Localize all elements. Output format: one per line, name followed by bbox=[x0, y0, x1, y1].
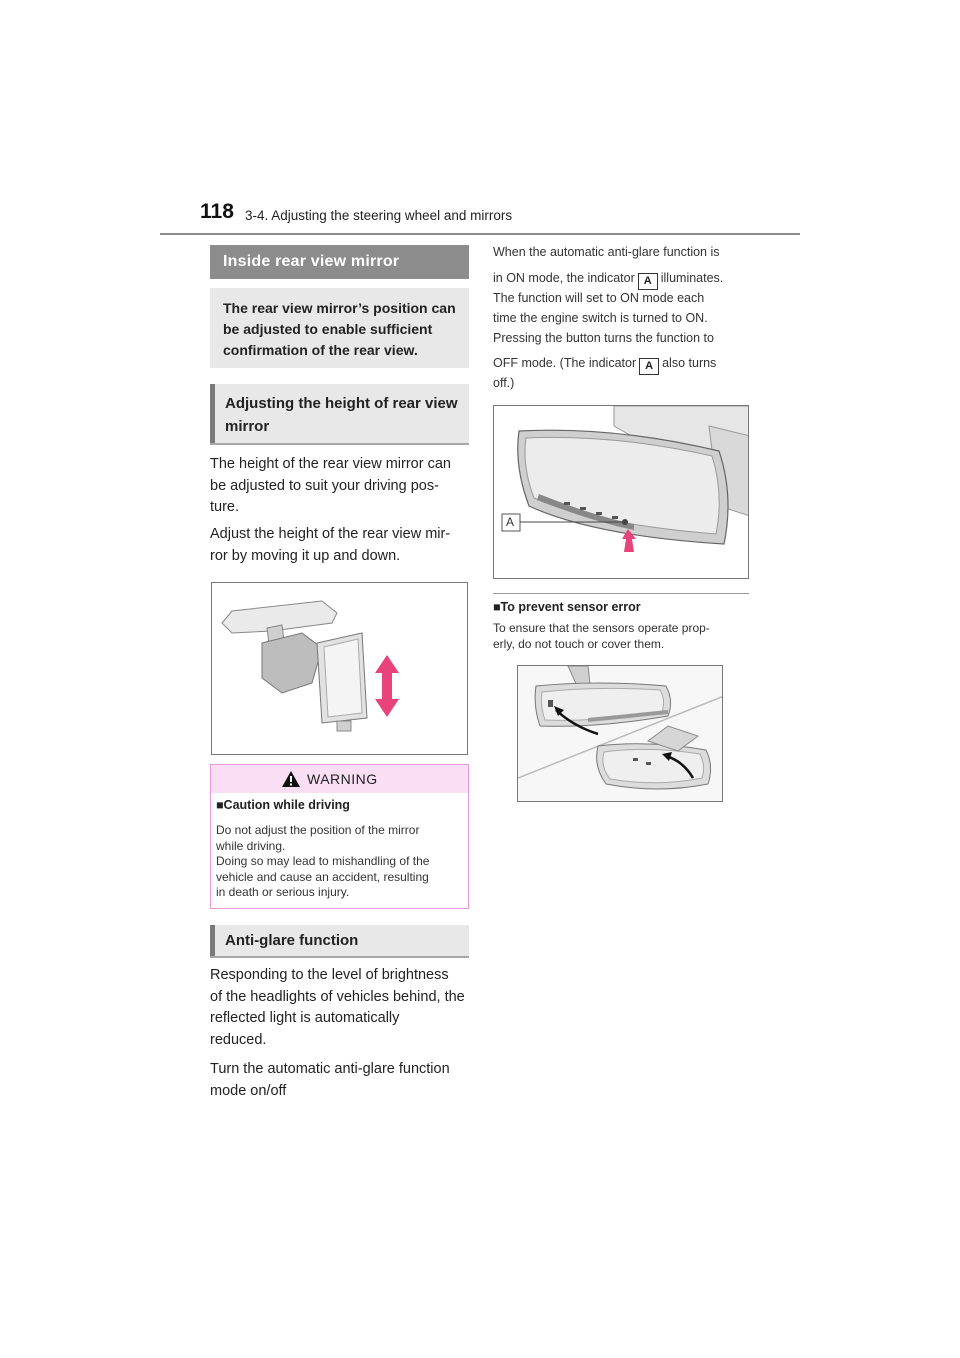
text-line: Doing so may lead to mishandling of the bbox=[216, 854, 430, 868]
indicator-paragraph bbox=[493, 241, 749, 393]
sensor-mirror-illustration bbox=[518, 666, 723, 802]
text-line: Pressing the button turns the function to bbox=[493, 331, 714, 345]
warning-box bbox=[210, 764, 469, 909]
warning-title: WARNING bbox=[307, 771, 378, 787]
antiglare-heading-underline bbox=[210, 956, 469, 958]
text-line: To ensure that the sensors operate prop- bbox=[493, 621, 710, 635]
height-para-1 bbox=[210, 454, 470, 519]
text-line: Adjust the height of the rear view mir- bbox=[210, 526, 451, 542]
text-line: OFF mode. (The indicator A also turns bbox=[493, 352, 749, 375]
antiglare-mirror-illustration bbox=[494, 406, 749, 579]
text-line: mode on/off bbox=[210, 1082, 287, 1099]
main-heading-text: Inside rear view mirror bbox=[223, 253, 400, 270]
mirror-height-illustration bbox=[212, 583, 468, 755]
text-line: When the automatic anti-glare function is bbox=[493, 245, 720, 259]
text-line: be adjusted to suit your driving pos- bbox=[210, 477, 439, 494]
text-line: time the engine switch is turned to ON. bbox=[493, 311, 708, 325]
intro-text: The rear view mirror’s position can be adjusted to enable sufficient confirmation of the rear view. bbox=[223, 300, 456, 358]
indicator-label-box: A bbox=[639, 358, 659, 375]
warning-subheading: ■Caution while driving bbox=[216, 798, 350, 812]
text-line: reflected light is automatically bbox=[210, 1010, 400, 1026]
text-line: Do not adjust the position of the mirror bbox=[216, 823, 420, 837]
antiglare-button-figure bbox=[493, 405, 749, 579]
text-line: of the headlights of vehicles behind, the bbox=[210, 988, 465, 1005]
text-line: while driving. bbox=[216, 838, 286, 853]
warning-triangle-icon bbox=[281, 770, 301, 788]
height-heading-line2: mirror bbox=[225, 418, 270, 435]
figure-callout-a: A bbox=[506, 515, 515, 529]
sensor-figure bbox=[517, 665, 723, 802]
height-heading-underline bbox=[210, 443, 469, 445]
text-line: erly, do not touch or cover them. bbox=[493, 636, 665, 651]
text-line: reduced. bbox=[210, 1031, 267, 1048]
sensor-subheading: ■To prevent sensor error bbox=[493, 600, 641, 614]
text-line: off.) bbox=[493, 376, 515, 390]
text-line: vehicle and cause an accident, resulting bbox=[216, 869, 429, 884]
indicator-label-box: A bbox=[638, 273, 658, 290]
text-line: ror by moving it up and down. bbox=[210, 547, 401, 564]
section-header: 3-4. Adjusting the steering wheel and mirrors bbox=[245, 208, 513, 223]
header-rule bbox=[160, 233, 800, 235]
intro-box bbox=[210, 288, 469, 368]
main-heading bbox=[210, 245, 469, 279]
text-line: The function will set to ON mode each bbox=[493, 291, 705, 305]
text-line: in death or serious injury. bbox=[216, 885, 350, 899]
antiglare-para-1 bbox=[210, 965, 470, 1051]
height-heading bbox=[210, 384, 469, 444]
mirror-height-figure bbox=[211, 582, 468, 755]
text-line: Turn the automatic anti-glare function bbox=[210, 1061, 450, 1077]
right-rule bbox=[493, 593, 749, 594]
antiglare-heading-text: Anti-glare function bbox=[225, 932, 359, 949]
antiglare-heading bbox=[210, 925, 469, 957]
warning-text bbox=[216, 823, 461, 901]
height-heading-line1: Adjusting the height of rear view bbox=[225, 395, 458, 412]
page-number: 118 bbox=[200, 200, 234, 223]
antiglare-para-2 bbox=[210, 1059, 470, 1102]
text-line: in ON mode, the indicator A illuminates. bbox=[493, 267, 749, 290]
text-line: ture. bbox=[210, 499, 240, 515]
sensor-text bbox=[493, 621, 749, 652]
text-line: Responding to the level of brightness bbox=[210, 967, 449, 983]
height-para-2 bbox=[210, 524, 470, 567]
text-line: The height of the rear view mirror can bbox=[210, 456, 451, 472]
